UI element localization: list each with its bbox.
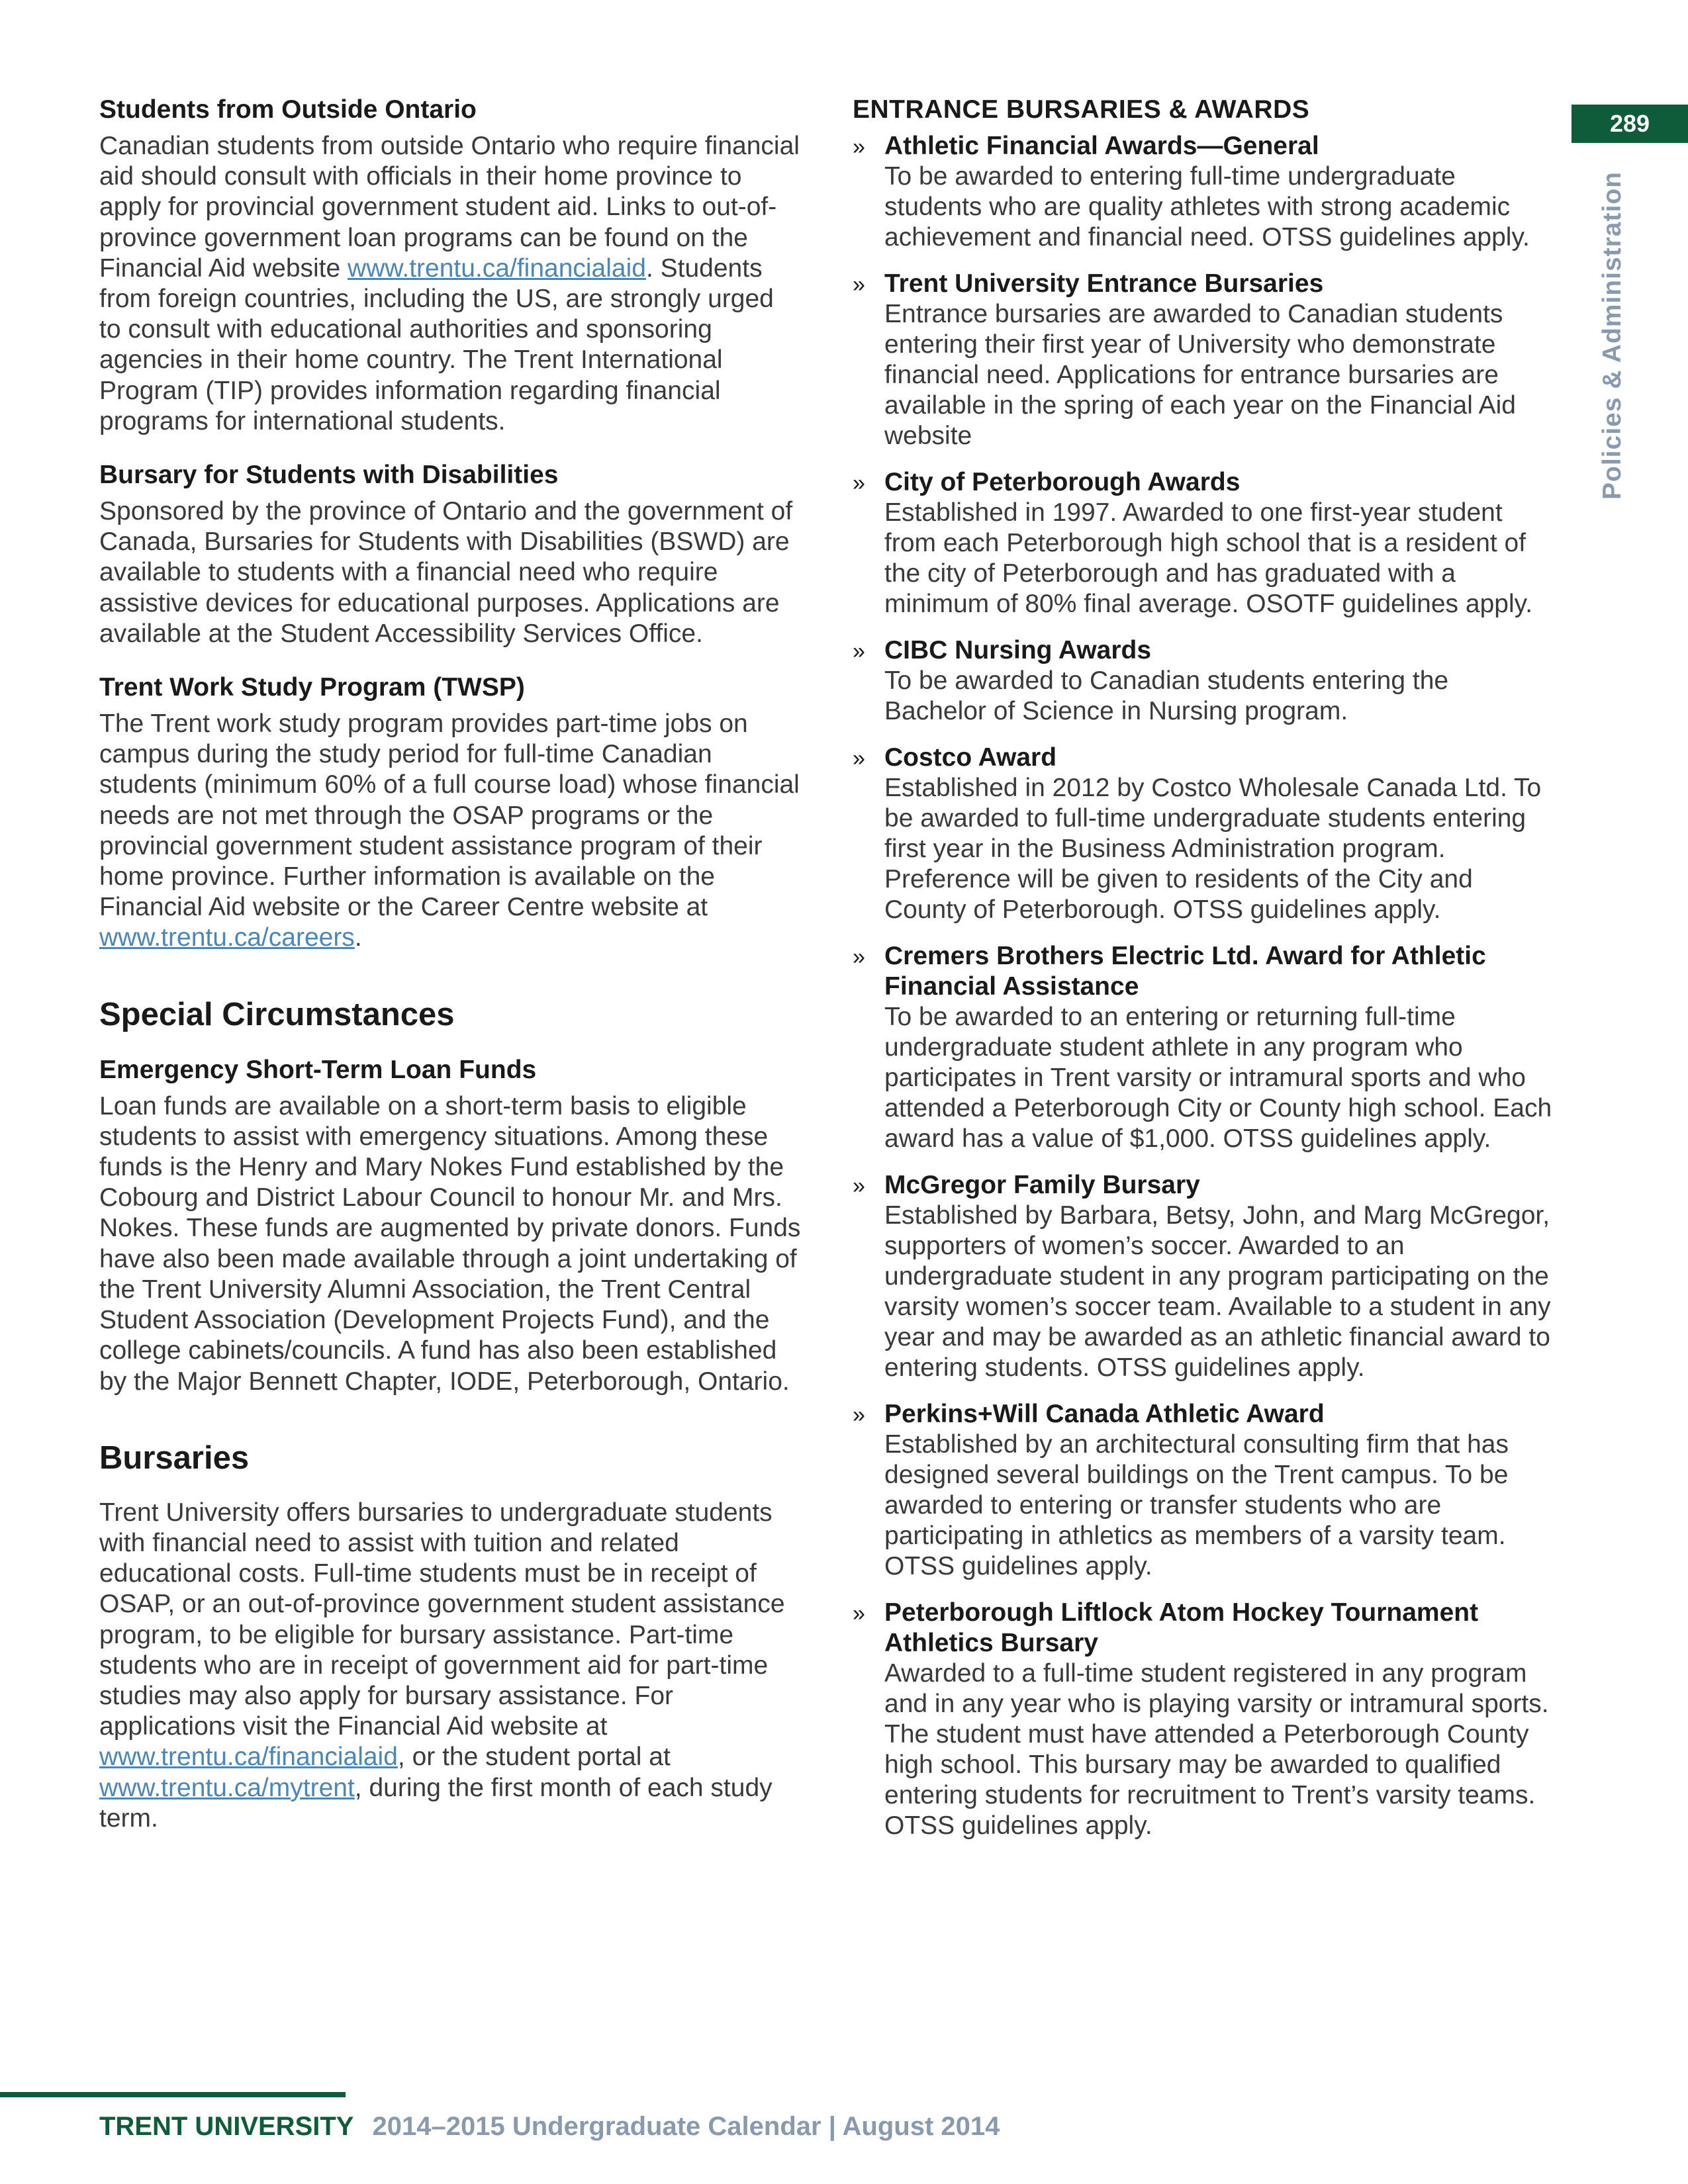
award-item <box>853 269 1556 451</box>
award-title: McGregor Family Bursary <box>884 1171 1200 1199</box>
mytrent-link[interactable]: www.trentu.ca/mytrent <box>99 1773 355 1802</box>
page-footer <box>99 2108 1000 2145</box>
award-title: Trent University Entrance Bursaries <box>884 269 1324 298</box>
financialaid-link-2[interactable]: www.trentu.ca/financialaid <box>99 1743 398 1772</box>
financialaid-link[interactable]: www.trentu.ca/financialaid <box>348 253 646 283</box>
disabilities-paragraph: Sponsored by the province of Ontario and the government of Canada, Bursaries for Students with Disabilities (BSWD) are available to students with a financial need who require assistive devices for educational purposes. Applications are available at the Student Accessibility Services Office. <box>99 497 793 648</box>
award-title: Perkins+Will Canada Athletic Award <box>884 1400 1325 1428</box>
award-item <box>853 635 1556 727</box>
footer-university: TRENT UNIVERSITY <box>99 2112 354 2141</box>
award-item <box>853 1399 1556 1582</box>
emergency-heading: Emergency Short-Term Loan Funds <box>99 1055 537 1084</box>
bullet-icon: » <box>853 944 865 970</box>
bullet-icon: » <box>853 134 865 159</box>
bullet-icon: » <box>853 471 865 496</box>
bursaries-paragraph <box>99 1498 802 1834</box>
award-item <box>853 743 1556 925</box>
special-circumstances-title: Special Circumstances <box>99 996 455 1032</box>
bursaries-text-3: , during the first month of each study term. <box>99 1773 773 1833</box>
bullet-icon: » <box>853 1173 865 1199</box>
award-title: City of Peterborough Awards <box>884 468 1241 496</box>
page-number: 289 <box>1571 105 1688 143</box>
award-title: Athletic Financial Awards—General <box>884 132 1319 160</box>
award-description: Established by Barbara, Betsy, John, and Marg McGregor, supporters of women’s soccer. Awarded to an undergraduate student in any program participating on the varsity women’s soccer team. Available to a student in any year and may be awarded as an athletic financial award to entering students. OTSS guidelines apply. <box>884 1201 1551 1382</box>
work-study-paragraph <box>99 709 802 954</box>
bullet-icon: » <box>853 639 865 664</box>
award-item <box>853 1598 1556 1841</box>
bullet-icon: » <box>853 1402 865 1428</box>
award-description: Awarded to a full-time student registered in any program and in any year who is playing varsity or intramural sports. The student must have attended a Peterborough County high school. This bursary may be awarded to qualified entering students for recruitment to Trent’s varsity teams. OTSS guidelines apply. <box>884 1659 1549 1840</box>
outside-ontario-text-2: . Students from foreign countries, including the US, are strongly urged to consult with educational authorities and sponsoring agencies in their home country. The Trent International Program (TIP) provides information regarding financial programs for international students. <box>99 253 774 435</box>
award-item <box>853 131 1556 253</box>
award-description: To be awarded to entering full-time undergraduate students who are quality athletes with strong academic achievement and financial need. OTSS guidelines apply. <box>884 162 1530 251</box>
entrance-awards-heading: ENTRANCE BURSARIES & AWARDS <box>853 95 1310 124</box>
award-description: To be awarded to Canadian students entering the Bachelor of Science in Nursing program. <box>884 666 1449 725</box>
award-title: Cremers Brothers Electric Ltd. Award for Athletic Financial Assistance <box>884 942 1486 1001</box>
bursaries-text-2: , or the student portal at <box>397 1743 671 1772</box>
award-title: Costco Award <box>884 743 1057 772</box>
award-item <box>853 467 1556 619</box>
careers-link[interactable]: www.trentu.ca/careers <box>99 923 355 952</box>
bullet-icon: » <box>853 272 865 297</box>
award-title: CIBC Nursing Awards <box>884 636 1152 664</box>
work-study-text-2: . <box>354 923 362 952</box>
award-description: Entrance bursaries are awarded to Canadian students entering their first year of University who demonstrate financial need. Applications for entrance bursaries are available in the spring of each year on the Financial Aid website <box>884 300 1516 450</box>
left-column <box>99 94 802 1856</box>
bursaries-title: Bursaries <box>99 1439 250 1476</box>
award-title: Peterborough Liftlock Atom Hockey Tournament Athletics Bursary <box>884 1598 1479 1657</box>
outside-ontario-paragraph <box>99 131 802 437</box>
bullet-icon: » <box>853 746 865 771</box>
disabilities-heading: Bursary for Students with Disabilities <box>99 461 559 490</box>
emergency-paragraph: Loan funds are available on a short-term basis to eligible students to assist with emergency situations. Among these funds is the Henry and Mary Nokes Fund established by the Cobourg and District Labour Council to honour Mr. and Mrs. Nokes. These funds are augmented by private donors. Funds have also been made available through a joint undertaking of the Trent University Alumni Association, the Trent Central Student Association (Development Projects Fund), and the college cabinets/councils. A fund has also been established by the Major Bennett Chapter, IODE, Peterborough, Ontario. <box>99 1091 801 1396</box>
award-description: Established in 2012 by Costco Wholesale Canada Ltd. To be awarded to full-time undergraduate students entering first year in the Business Administration program. Preference will be given to residents of the City and County of Peterborough. OTSS guidelines apply. <box>884 774 1542 924</box>
award-description: To be awarded to an entering or returning full-time undergraduate student athlete in any program who participates in Trent varsity or intramural sports and who attended a Peterborough City or County high school. Each award has a value of $1,000. OTSS guidelines apply. <box>884 1003 1552 1153</box>
footer-rule <box>0 2092 346 2097</box>
award-item <box>853 941 1556 1154</box>
work-study-heading: Trent Work Study Program (TWSP) <box>99 673 525 702</box>
bullet-icon: » <box>853 1601 865 1626</box>
outside-ontario-heading: Students from Outside Ontario <box>99 95 477 124</box>
footer-calendar: 2014–2015 Undergraduate Calendar | August 2014 <box>372 2112 1000 2141</box>
award-description: Established in 1997. Awarded to one first-year student from each Peterborough high school that is a resident of the city of Peterborough and has graduated with a minimum of 80% final average. OSOTF guidelines apply. <box>884 498 1533 618</box>
outside-ontario-text-1: Canadian students from outside Ontario who require financial aid should consult with officials in their home province to apply for provincial government student aid. Links to out-of-province government loan programs can be found on the Financial Aid website <box>99 132 800 283</box>
award-item <box>853 1170 1556 1383</box>
work-study-text-1: The Trent work study program provides part-time jobs on campus during the study period for full-time Canadian students (minimum 60% of a full course load) whose financial needs are not met through the OSAP programs or the provincial government student assistance program of their home province. Further information is available on the Financial Aid website or the Career Centre website at <box>99 709 800 922</box>
bursaries-text-1: Trent University offers bursaries to undergraduate students with financial need to assist with tuition and related educational costs. Full-time students must be in receipt of OSAP, or an out-of-province government student assistance program, to be eligible for bursary assistance. Part-time students who are in receipt of government aid for part-time studies may also apply for bursary assistance. For applications visit the Financial Aid website at <box>99 1498 785 1741</box>
award-description: Established by an architectural consulting firm that has designed several buildings on the Trent campus. To be awarded to entering or transfer students who are participating in athletics as members of a varsity team. OTSS guidelines apply. <box>884 1430 1509 1580</box>
right-column <box>853 94 1556 1857</box>
section-side-label: Policies & Administration <box>1598 171 1626 500</box>
